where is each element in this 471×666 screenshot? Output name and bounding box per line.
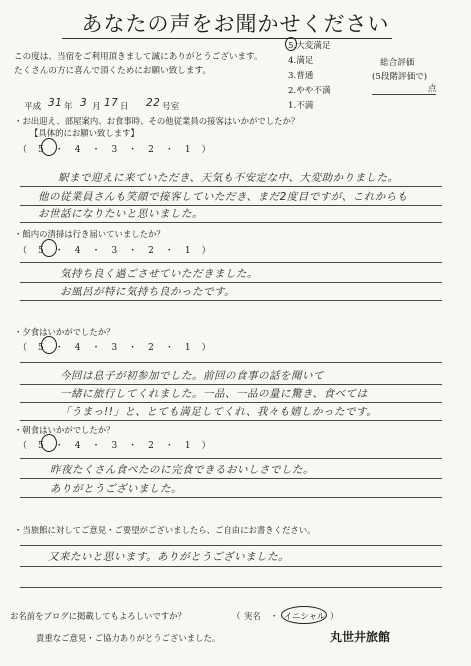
legend-2: 2.やや不満	[288, 86, 331, 96]
thanks-message: 貴重なご意見・ご協力ありがとうございました。	[36, 633, 221, 643]
blog-option-real-name: 実名	[244, 611, 261, 621]
room-number: 22	[146, 97, 161, 109]
q5-rule-2	[20, 566, 442, 567]
overall-label: 総合評価	[380, 58, 415, 68]
overall-score-line	[372, 94, 436, 95]
question-5: ・当旅館に対してご意見・ご要望がございましたら、ご自由にお書きください。	[14, 525, 316, 535]
question-4-rating: （ 5 ・ 4 ・ 3 ・ 2 ・ 1 ）	[18, 441, 212, 451]
date-year: 31	[48, 97, 63, 109]
inn-name: 丸世井旅館	[330, 630, 391, 644]
q1-answer-line-3: お世話になりたいと思いました。	[38, 208, 203, 220]
q5-answer-line-1: 又来たいと思います。ありがとうございました。	[48, 551, 290, 563]
blog-close-paren: ）	[330, 611, 339, 621]
q3-answer-line-3: 「うまっ!!」と、とても満足してくれ、我々も嬉しかったです。	[60, 406, 378, 418]
q1-rule-3	[20, 222, 442, 223]
q3-rule-1	[20, 362, 442, 363]
page-title: あなたの声をお聞かせください	[81, 12, 390, 36]
question-1: ・お出迎え、部屋案内、お食事時、その他従業員の接客はいかがでしたか？	[14, 116, 300, 126]
q2-rule-3	[20, 300, 442, 301]
legend-4: 4.満足	[288, 56, 314, 66]
intro-line-1: この度は、当宿をご利用頂きまして誠にありがとうございます。	[14, 52, 263, 62]
q1-rule-1	[20, 186, 442, 187]
blog-question: お名前をブログに掲載してもよろしいですか？	[10, 611, 186, 621]
date-month: 3	[80, 97, 88, 109]
date-day-unit: 日	[120, 102, 129, 112]
date-day: 17	[104, 97, 119, 109]
legend-1: 1.不満	[288, 101, 314, 111]
date-year-unit: 年	[64, 102, 73, 112]
q2-answer-line-1: 気持ち良く過ごさせていただきました。	[60, 268, 258, 280]
date-month-unit: 月	[92, 102, 101, 112]
q3-rule-2	[20, 384, 442, 385]
q4-rule-3	[20, 497, 442, 498]
question-4: ・朝食はいかがでしたか？	[14, 425, 115, 435]
blog-option-initial: イニシャル	[284, 611, 326, 621]
q3-answer-line-2: 一緒に旅行してくれました。一品、一品の量に驚き、食べては	[60, 388, 368, 400]
q5-rule-3	[20, 587, 442, 588]
q2-rule-2	[20, 282, 442, 283]
room-unit: 号室	[162, 102, 180, 112]
question-3-selected-circle	[41, 336, 57, 354]
q3-answer-line-1: 今回は息子が初参加でした。前回の食事の話を聞いて	[60, 370, 324, 382]
q4-rule-2	[20, 478, 442, 479]
question-1-rating: （ 5 ・ 4 ・ 3 ・ 2 ・ 1 ）	[18, 145, 212, 155]
q5-rule-1	[20, 545, 442, 546]
blog-open-paren: （	[232, 611, 241, 621]
q2-answer-line-2: お風呂が特に気持ち良かったです。	[60, 286, 236, 298]
q3-rule-3	[20, 402, 442, 403]
question-3: ・夕食はいかがでしたか？	[14, 327, 115, 337]
blog-separator: ・	[270, 611, 279, 621]
title-underline	[62, 38, 392, 39]
blog-selected-circle	[281, 606, 327, 624]
legend-selected-mark	[285, 37, 297, 51]
q2-rule-1	[20, 262, 442, 263]
question-2-rating: （ 5 ・ 4 ・ 3 ・ 2 ・ 1 ）	[18, 246, 212, 256]
question-1-selected-circle	[41, 138, 57, 156]
overall-unit: 点	[428, 84, 437, 94]
q4-answer-line-1: 昨夜たくさん食べたのに完食できるおいしさでした。	[50, 464, 314, 476]
date-prefix: 平成	[24, 102, 42, 112]
question-4-selected-circle	[41, 434, 57, 452]
q4-answer-line-2: ありがとうございました。	[50, 483, 182, 495]
legend-3: 3.普通	[288, 71, 314, 81]
question-2: ・館内の清掃は行き届いていましたか？	[14, 229, 165, 239]
question-1-sub: 【具体的にお願い致します】	[30, 128, 139, 138]
overall-sub: (5段階評価で)	[372, 72, 428, 82]
legend-5: 5.大変満足	[288, 41, 331, 51]
q4-rule-1	[20, 458, 442, 459]
q3-rule-4	[20, 420, 442, 421]
intro-line-2: たくさんの方に喜んで頂くためにお願い致します。	[14, 66, 211, 76]
q1-answer-line-1: 駅まで迎えに来ていただき、天気も不安定な中、大変助かりました。	[58, 172, 399, 184]
question-3-rating: （ 5 ・ 4 ・ 3 ・ 2 ・ 1 ）	[18, 343, 212, 353]
q1-answer-line-2: 他の従業員さんも笑顔で接客していただき、まだ2度目ですが、これからも	[38, 191, 408, 203]
question-2-selected-circle	[41, 239, 57, 257]
